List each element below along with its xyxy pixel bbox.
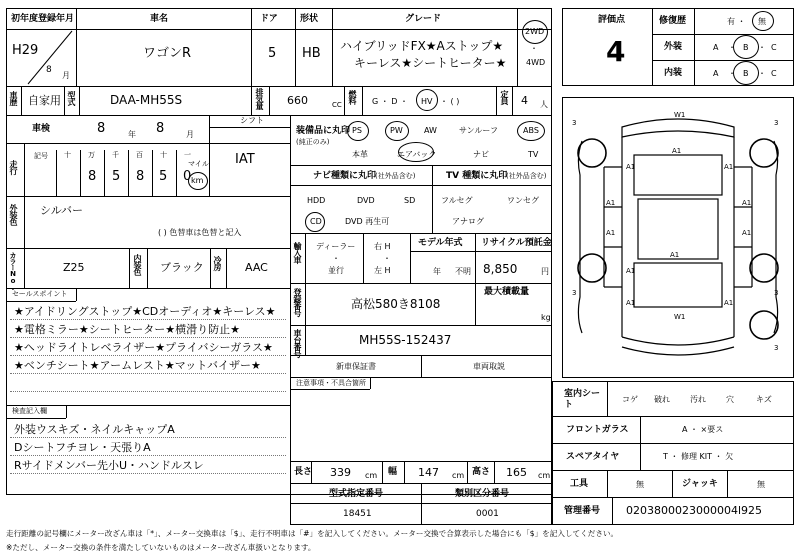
mileage-digit-label: 十 xyxy=(160,151,167,159)
registration-year: H29 xyxy=(12,43,39,58)
drive-dot: ・ xyxy=(530,44,538,53)
model-year-label: モデル年式 xyxy=(418,238,463,248)
interior-dot: ・ xyxy=(728,69,736,78)
import-left-h: 左 H xyxy=(374,266,391,275)
diagram-mark: A1 xyxy=(742,229,752,237)
mileage-sign-label: 記号 xyxy=(34,152,48,160)
interior-seat-item: 汚れ xyxy=(690,395,706,404)
aircon-label: 冷房 xyxy=(213,256,222,270)
equipment-sublabel: (純正のみ) xyxy=(296,138,330,146)
exterior-grade-b: B xyxy=(743,43,749,52)
door-count: 5 xyxy=(268,46,277,61)
diagram-mark: W1 xyxy=(674,111,686,119)
registration-label: 登録番号 xyxy=(293,288,302,316)
navi-item: DVD xyxy=(357,196,375,205)
navi-item: SD xyxy=(404,196,416,205)
km-label: km xyxy=(191,176,204,185)
mileage-digit-label: 万 xyxy=(88,151,95,159)
owner-manual: 車両取説 xyxy=(473,362,505,371)
repair-selected: 無 xyxy=(758,17,766,26)
score-label: 評価点 xyxy=(598,15,626,25)
displacement-value: 660 xyxy=(287,94,308,107)
tools-value: 無 xyxy=(636,480,644,489)
registration-month: 8 xyxy=(46,65,52,75)
interior-seat-label: 室内シート xyxy=(564,389,601,410)
interior-seat-item: コゲ xyxy=(622,395,638,404)
color-value: シルバー xyxy=(40,204,83,217)
repair-label: 修復歴 xyxy=(659,16,687,26)
inspection-month: 8 xyxy=(156,121,165,136)
grade-line-1: ハイブリッドFX★Aストップ★ xyxy=(340,39,504,53)
tv-sublabel: (社外品含む) xyxy=(506,172,547,180)
navi-label: ナビ種類に丸印 xyxy=(313,171,377,181)
registration-month-unit: 月 xyxy=(62,71,70,80)
equipment-item: ナビ xyxy=(473,150,489,159)
recycle-value: 8,850 xyxy=(483,262,518,276)
import-right-h: 右 H xyxy=(374,242,391,251)
interior-seat-item: キズ xyxy=(756,395,772,404)
notes-label: 注意事項・不具合箇所 xyxy=(296,379,366,387)
interior-grade-b: B xyxy=(743,69,749,78)
equipment-item: AW xyxy=(424,126,437,135)
import-dealer: ディーラー xyxy=(316,242,356,251)
exterior-dot: ・ xyxy=(728,43,736,52)
grade-label: グレード xyxy=(405,14,442,24)
interior-seat-item: 破れ xyxy=(654,395,670,404)
mile-label: マイル xyxy=(188,160,209,168)
navi-sublabel: (社外品含む) xyxy=(375,172,416,180)
diagram-mark: A1 xyxy=(672,147,682,155)
interior-color-label: 内装色 xyxy=(133,254,142,275)
equipment-item: PW xyxy=(390,126,403,135)
navi-item: CD xyxy=(310,217,322,226)
type-number-label: 型式指定番号 xyxy=(329,489,384,499)
sales-point-line: ★ヘッドライトレベライザー★プライバシーガラス★ xyxy=(14,341,273,354)
door-label: ドア xyxy=(260,14,278,24)
mileage-digit-label: 一 xyxy=(184,151,191,159)
drive-2wd: 2WD xyxy=(525,27,545,36)
grade-line-2: キーレス★シートヒーター★ xyxy=(354,56,507,70)
sales-point-line: ★ベンチシート★アームレスト★マットバイザー★ xyxy=(14,359,261,372)
mileage-digit-label: 百 xyxy=(136,151,143,159)
shift-value: IAT xyxy=(235,152,255,167)
diagram-mark: 3 xyxy=(572,289,577,297)
fuel-hv: HV xyxy=(421,97,433,106)
height-label: 高さ xyxy=(472,467,491,477)
aircon-value: AAC xyxy=(245,261,268,274)
car-name-label: 車名 xyxy=(150,14,169,24)
width-value: 147 xyxy=(418,466,439,479)
interior-seat-item: 穴 xyxy=(726,395,734,404)
class-number-label: 類別区分番号 xyxy=(455,489,510,499)
import-dot: ・ xyxy=(383,254,391,263)
front-glass-label: フロントガラス xyxy=(566,425,629,435)
tools-label: 工具 xyxy=(570,479,589,489)
sales-point-line: ★電格ミラー★シートヒーター★横滑り防止★ xyxy=(14,323,241,336)
diagram-mark: A1 xyxy=(742,199,752,207)
diagram-mark: A1 xyxy=(724,163,734,171)
jack-label: ジャッキ xyxy=(682,479,718,489)
equipment-item: TV xyxy=(528,150,539,159)
color-no-value: Z25 xyxy=(63,261,85,274)
front-glass-value: A ・ ×要ス xyxy=(682,425,724,434)
diagram-mark: A1 xyxy=(626,163,636,171)
new-car-warranty: 新車保証書 xyxy=(336,362,376,371)
mileage-digit: 8 xyxy=(88,169,97,184)
registration-value: 高松580き8108 xyxy=(351,297,441,311)
capacity-label: 定員 xyxy=(500,90,509,104)
capacity-value: 4 xyxy=(521,94,528,107)
model-year-year: 年 xyxy=(433,267,441,276)
inspector-line: Rサイドメンバー先小U・ハンドルスレ xyxy=(14,459,204,472)
diagram-mark: W1 xyxy=(674,313,686,321)
length-unit: cm xyxy=(365,471,378,480)
mileage-digit: 0 xyxy=(183,169,192,184)
equipment-label: 装備品に丸印 xyxy=(296,126,351,136)
mileage-digit: 5 xyxy=(159,169,168,184)
category-value: 自家用 xyxy=(28,94,61,107)
equipment-item: エアバック xyxy=(397,150,437,159)
inspection-month-unit: 月 xyxy=(186,130,194,139)
score-value: 4 xyxy=(606,35,626,68)
tv-item: フルセグ xyxy=(441,196,473,205)
height-unit: cm xyxy=(538,471,551,480)
interior-color-value: ブラック xyxy=(160,261,204,274)
width-unit: cm xyxy=(452,471,465,480)
first-registration-label: 初年度登録年月 xyxy=(11,14,75,24)
tv-item: ワンセグ xyxy=(507,196,539,205)
footer-note-2: ※ただし、メーター交換の条件を満たしていないものはメーター改ざん車扱いとなります。 xyxy=(6,543,316,552)
interior-label: 内装 xyxy=(664,68,683,78)
body-shape: HB xyxy=(302,46,321,61)
equipment-item: 本革 xyxy=(352,150,368,159)
length-label: 長さ xyxy=(294,467,313,477)
class-number-value: 0001 xyxy=(476,509,499,519)
spare-tire-label: スペアタイヤ xyxy=(566,452,620,462)
model-value: DAA-MH55S xyxy=(110,93,183,107)
import-label: 輸入車 xyxy=(293,242,302,263)
sales-points-label: セールスポイント xyxy=(12,290,68,298)
interior-dot: ・ xyxy=(758,69,766,78)
equipment-item: PS xyxy=(352,126,362,135)
car-name: ワゴンR xyxy=(143,46,192,61)
mileage-digit: 5 xyxy=(112,169,121,184)
shape-label: 形状 xyxy=(300,14,319,24)
drive-4wd: 4WD xyxy=(526,58,546,67)
shift-label: シフト xyxy=(240,116,264,125)
import-dot: ・ xyxy=(332,254,340,263)
equipment-item: ABS xyxy=(523,126,539,135)
diagram-mark: 3 xyxy=(774,119,779,127)
model-year-unknown: 不明 xyxy=(455,267,471,276)
chassis-value: MH55S-152437 xyxy=(359,333,452,347)
diagram-mark: 3 xyxy=(774,344,779,352)
mileage-digit: 8 xyxy=(136,169,145,184)
displacement-unit: CC xyxy=(332,101,342,109)
exterior-grade-a: A xyxy=(713,43,719,52)
diagram-mark: A1 xyxy=(606,199,616,207)
navi-item: HDD xyxy=(307,196,326,205)
diagram-mark: A1 xyxy=(606,229,616,237)
recycle-unit: 円 xyxy=(541,267,549,276)
tv-label: TV 種類に丸印 xyxy=(446,171,508,181)
capacity-unit: 人 xyxy=(540,100,548,109)
fuel-other: ・ ( ) xyxy=(440,97,460,106)
management-value: 0203800023000004l925 xyxy=(626,504,763,517)
max-load-unit: kg xyxy=(541,313,551,322)
width-label: 幅 xyxy=(388,467,398,477)
diagram-mark: A1 xyxy=(626,267,636,275)
recycle-label: リサイクル預託金 xyxy=(481,238,552,248)
exterior-label: 外装 xyxy=(664,42,683,52)
equipment-item: サンルーフ xyxy=(459,126,498,135)
fuel-label: 燃料 xyxy=(348,90,357,104)
interior-grade-c: C xyxy=(771,69,777,78)
mileage-digit-label: 十 xyxy=(64,151,71,159)
fuel-options: G ・ D ・ xyxy=(372,97,408,106)
color-no-label: カラーNo. xyxy=(9,252,17,291)
mileage-digit-label: 千 xyxy=(112,151,119,159)
navi-item: DVD 再生可 xyxy=(345,217,390,226)
inspector-line: Dシートフチヨレ・天張りA xyxy=(14,441,151,454)
model-label: 型式 xyxy=(67,91,76,105)
repair-options: 有 ・ xyxy=(727,17,746,26)
jack-value: 無 xyxy=(757,480,765,489)
chassis-label: 車台番号 xyxy=(293,329,302,357)
type-number-value: 18451 xyxy=(343,509,372,519)
inspector-label: 検査記入欄 xyxy=(12,407,47,415)
car-diagram-svg xyxy=(562,97,794,378)
diagram-mark: A1 xyxy=(670,251,680,259)
import-parallel: 並行 xyxy=(328,266,344,275)
color-note: ( ) 色替車は色替と記入 xyxy=(158,228,242,237)
inspection-year-unit: 年 xyxy=(128,130,136,139)
diagram-mark: 3 xyxy=(572,119,577,127)
tv-item: アナログ xyxy=(452,217,484,226)
footer-note-1: 走行距離の記号欄にメーター改ざん車は「*」、メーター交換車は「$」、走行不明車は「#」を記入してください。メーター交換で合算表示した場合にも「$」を記入してください。 xyxy=(6,529,619,538)
diagram-mark: A1 xyxy=(626,299,636,307)
inspection-label: 車検 xyxy=(32,124,51,134)
mileage-label: 走行 xyxy=(9,160,18,174)
diagram-mark: A1 xyxy=(724,299,734,307)
interior-grade-a: A xyxy=(713,69,719,78)
inspection-year: 8 xyxy=(97,121,106,136)
spare-tire-value: T ・ 修理 KIT ・ 欠 xyxy=(663,452,734,461)
height-value: 165 xyxy=(506,466,527,479)
exterior-dot: ・ xyxy=(758,43,766,52)
management-label: 管理番号 xyxy=(564,506,601,516)
exterior-grade-c: C xyxy=(771,43,777,52)
color-label: 外装色 xyxy=(9,204,18,225)
sales-point-line: ★アイドリングストップ★CDオーディオ★キーレス★ xyxy=(14,305,276,318)
max-load-label: 最大積載量 xyxy=(484,287,530,297)
displacement-label: 排気量 xyxy=(255,88,264,109)
category-label: 車歴 xyxy=(9,91,18,105)
diagram-mark: 3 xyxy=(774,289,779,297)
length-value: 339 xyxy=(330,466,351,479)
inspector-line: 外装ウスキズ・ネイルキャップA xyxy=(14,423,175,436)
